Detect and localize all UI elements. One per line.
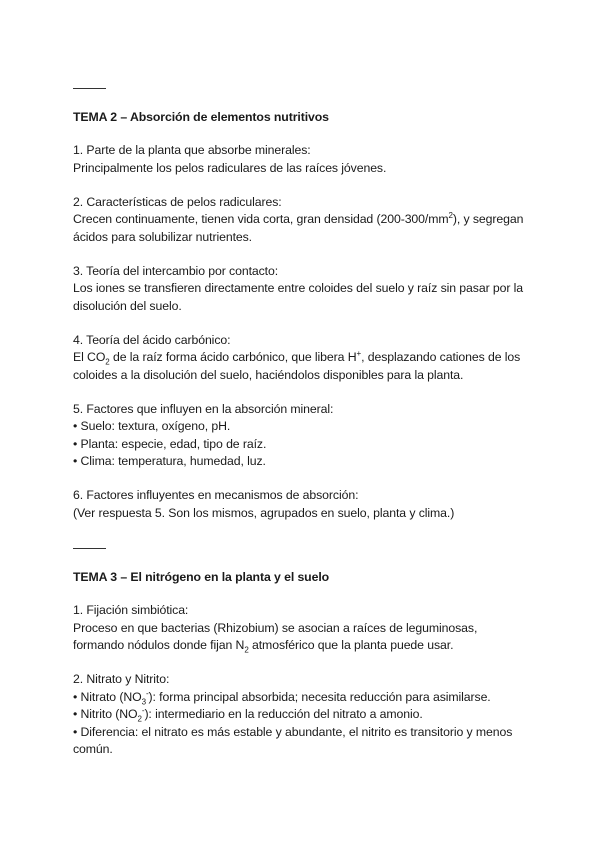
document-page: [73, 88, 533, 759]
question: 6. Factores influyentes en mecanismos de absorción:: [73, 488, 359, 502]
tema3-q1: [73, 602, 533, 655]
list-item: • Diferencia: el nitrato es más estable y abundante, el nitrito es transitorio y menos: [73, 724, 513, 739]
list-item: • Planta: especie, edad, tipo de raíz.: [73, 436, 267, 451]
question: 5. Factores que influyen en la absorción mineral:: [73, 401, 334, 416]
list-item: • Clima: temperatura, humedad, luz.: [73, 454, 266, 468]
answer-line-1: Crecen continuamente, tienen vida corta, gran densidad $(200-300/mm^2)$, y segregan: [73, 210, 524, 226]
question: 1. Parte de la planta que absorbe minerales:: [73, 143, 311, 157]
question: 1. Fijación simbiótica:: [73, 603, 189, 617]
tema3-title: TEMA 3 – El nitrógeno en la planta y el suelo: [73, 570, 330, 584]
tema2-q1: [73, 142, 533, 177]
question: 2. Características de pelos radiculares:: [73, 194, 282, 209]
tema2-title: TEMA 2 – Absorción de elementos nutritivos: [73, 110, 329, 124]
answer-line-2: ácidos para solubilizar nutrientes.: [73, 229, 253, 244]
list-item: • Nitrito $(NO_2^-)$: intermediario en la reducción del nitrato a amonio.: [73, 705, 423, 724]
tema2-q5: [73, 401, 533, 471]
tema2-q3: [73, 263, 533, 316]
tema2-q2: [73, 194, 533, 247]
list-item: • Suelo: textura, oxígeno, pH.: [73, 419, 231, 433]
answer-line-2: coloides a la disolución del suelo, haciéndolos disponibles para la planta.: [73, 367, 464, 382]
tema3-q2: [73, 671, 533, 759]
tema2-q6: [73, 487, 533, 522]
answer-line-1: Los iones se transfieren directamente entre coloides del suelo y raíz sin pasar por la: [73, 281, 524, 295]
question: 2. Nitrato y Nitrito:: [73, 672, 170, 686]
answer-line-2: disolución del suelo.: [73, 298, 182, 313]
answer-line-1: El $CO_2$ de la raíz forma ácido carbónico, que libera H+, desplazando cationes de los: [73, 348, 521, 367]
question: 4. Teoría del ácido carbónico:: [73, 332, 231, 347]
tema2-q4: [73, 332, 533, 385]
answer-line-1: Proceso en que bacterias (Rhizobium) se asocian a raíces de leguminosas,: [73, 620, 478, 635]
section-divider: [73, 548, 106, 549]
answer: Principalmente los pelos radiculares de las raíces jóvenes.: [73, 160, 387, 175]
section-divider: [73, 88, 106, 89]
list-item: • Nitrato $(NO_3^-)$: forma principal absorbida; necesita reducción para asimilarse.: [73, 688, 491, 706]
question: 3. Teoría del intercambio por contacto:: [73, 263, 279, 278]
list-item-continuation: común.: [73, 742, 113, 756]
answer: (Ver respuesta 5. Son los mismos, agrupados en suelo, planta y clima.): [73, 505, 455, 520]
answer-line-2: formando nódulos donde fijan $N_2$ atmosférico que la planta puede usar.: [73, 638, 454, 655]
